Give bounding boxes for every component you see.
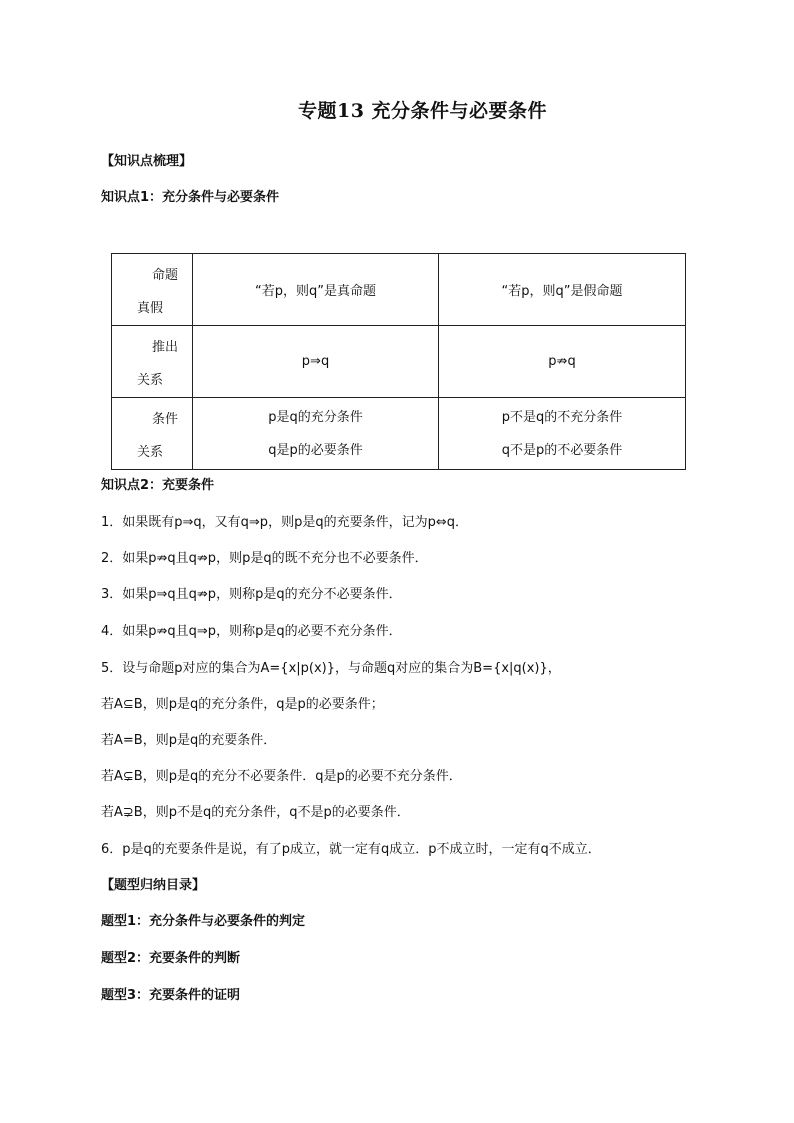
type-item: 题型2：充要条件的判断 xyxy=(101,951,241,966)
type-item: 题型1：充分条件与必要条件的判定 xyxy=(101,914,306,929)
list-item: 6．p是q的充要条件是说，有了p成立，就一定有q成立．p不成立时，一定有q不成立． xyxy=(101,842,601,857)
page-title: 专题13 充分条件与必要条件 xyxy=(297,100,548,122)
section-heading-knowledge: 【知识点梳理】 xyxy=(101,154,193,169)
knowledge-point-2-heading: 知识点2：充要条件 xyxy=(101,478,215,493)
knowledge-point-1-heading: 知识点1：充分条件与必要条件 xyxy=(101,190,280,205)
list-item: 若A⊆B，则p是q的充分条件，q是p的必要条件； xyxy=(101,697,384,712)
condition-table xyxy=(111,253,686,470)
table-cell: p⇏q xyxy=(439,326,686,398)
row-header: 推出 关系 xyxy=(112,326,193,398)
row-header: 命题 真假 xyxy=(112,254,193,326)
table-cell: p⇒q xyxy=(193,326,439,398)
table-cell: p不是q的不充分条件 q不是p的不必要条件 xyxy=(439,398,686,470)
list-item: 若A=B，则p是q的充要条件． xyxy=(101,733,277,748)
table-cell: “若p，则q”是假命题 xyxy=(439,254,686,326)
list-item: 2．如果p⇏q且q⇏p，则p是q的既不充分也不必要条件． xyxy=(101,551,428,566)
section-heading-types: 【题型归纳目录】 xyxy=(101,878,206,893)
table-row xyxy=(112,254,686,326)
table-cell: “若p，则q”是真命题 xyxy=(193,254,439,326)
type-item: 题型3：充要条件的证明 xyxy=(101,988,241,1003)
list-item: 4．如果p⇏q且q⇒p，则称p是q的必要不充分条件． xyxy=(101,624,402,639)
table-row xyxy=(112,326,686,398)
list-item: 1．如果既有p⇒q，又有q⇒p，则p是q的充要条件，记为p⇔q． xyxy=(101,515,468,530)
table-row xyxy=(112,398,686,470)
table-cell: p是q的充分条件 q是p的必要条件 xyxy=(193,398,439,470)
list-item: 5．设与命题p对应的集合为A={x|p(x)}，与命题q对应的集合为B={x|q(x)}， xyxy=(101,661,561,676)
row-header: 条件 关系 xyxy=(112,398,193,470)
list-item: 若A⊊B，则p是q的充分不必要条件．q是p的必要不充分条件． xyxy=(101,769,462,784)
list-item: 若A⊋B，则p不是q的充分条件，q不是p的必要条件． xyxy=(101,805,410,820)
list-item: 3．如果p⇒q且q⇏p，则称p是q的充分不必要条件． xyxy=(101,587,402,602)
